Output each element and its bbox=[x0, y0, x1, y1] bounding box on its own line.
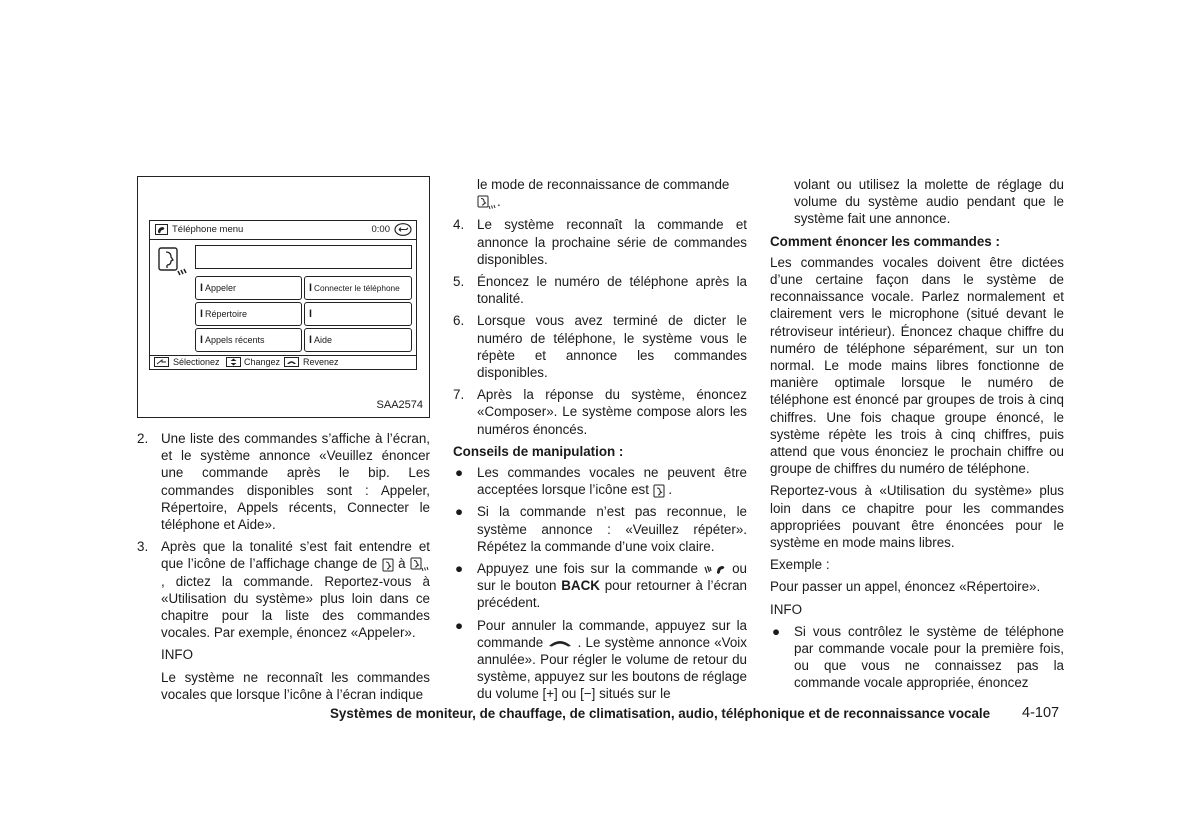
page-footer-title: Systèmes de moniteur, de chauffage, de climatisation, audio, téléphonique et de reconnaissance vocale bbox=[330, 706, 991, 721]
list-item bbox=[453, 312, 747, 381]
bullet-text: Appuyez une fois sur la commande bbox=[477, 561, 698, 577]
info-text: Le système ne reconnaît les commandes vocales que lorsque l’icône à l’écran indique bbox=[161, 669, 430, 702]
footer-select-label: Sélectionez bbox=[173, 357, 220, 367]
list-item bbox=[137, 430, 430, 533]
button-label: Répertoire bbox=[204, 309, 248, 319]
page-number: 4-107 bbox=[1022, 705, 1060, 721]
list-item bbox=[453, 216, 747, 268]
voice-command-icon: ꟾ bbox=[309, 336, 312, 345]
voice-recognition-icon bbox=[158, 247, 188, 279]
item-number: 5. bbox=[453, 274, 465, 290]
voice-command-appeler-button[interactable] bbox=[195, 276, 302, 300]
back-button-icon bbox=[284, 357, 299, 367]
button-label: Connecter le téléphone bbox=[313, 283, 400, 293]
paragraph: Pour passer un appel, énoncez «Répertoire». bbox=[770, 579, 1041, 595]
item-text: Une liste des commandes s’affiche à l’écran, et le système annonce «Veuillez énoncer une commande après le bip. Les commandes disponibles sont : Appeler, Répertoire, Appels récents, Connecter le téléphone et Aide». bbox=[161, 431, 430, 533]
voice-command-appels-recents-button[interactable] bbox=[195, 328, 302, 352]
bullet-item bbox=[453, 560, 747, 612]
bullet-text: Pour annuler la commande, appuyez sur la commande bbox=[477, 617, 747, 650]
item-number: 7. bbox=[453, 387, 465, 403]
bullet-icon: ● bbox=[772, 623, 781, 639]
voice-input-icon bbox=[382, 558, 394, 572]
item-number: 2. bbox=[137, 431, 149, 446]
bullet-item bbox=[770, 623, 1064, 692]
bullet-item bbox=[453, 503, 747, 555]
screen-footer-bar bbox=[150, 355, 416, 369]
paragraph: Reportez-vous à «Utilisation du système» plus loin dans ce chapitre pour les commandes appropriées pouvant être énoncées pour le système en mode mains libres. bbox=[770, 483, 1064, 551]
bullet-text: ou sur le bouton bbox=[477, 561, 747, 594]
bullet-item bbox=[453, 464, 747, 498]
up-down-arrows-icon bbox=[226, 357, 241, 367]
phone-icon bbox=[155, 224, 168, 235]
screen-time: 0:00 bbox=[371, 224, 390, 235]
item-text: Lorsque vous avez terminé de dicter le numéro de téléphone, le système vous le répète et annonce les commandes disponibles. bbox=[477, 313, 747, 381]
item-number: 3. bbox=[137, 539, 149, 555]
figure-code: SAA2574 bbox=[376, 398, 423, 411]
paragraph: Les commandes vocales doivent être dictées d’une certaine façon dans le système de reconnaissance vocale. Parlez normalement et clairement vers le microphone (situé devant le rétroviseur intérieur). Énoncez chaque chiffre du numéro de téléphone séparément, sur un ton normal. Le mode mains libres fonctionne de manière optimale lorsque le numéro de téléphone est énoncé par groupes de trois à cinq chiffres. Une fois chaque groupe énoncé, le système répète les trois à cinq chiffres, puis attend que vous énonciez le prochain chiffre ou groupe de chiffres du numéro de téléphone. bbox=[770, 254, 1064, 477]
bullet-text: Si la commande n’est pas reconnue, le système annonce : «Veuillez répéter». Répétez la commande d’une voix claire. bbox=[477, 504, 747, 554]
footer-change-label: Changez bbox=[244, 357, 281, 367]
info-label: INFO bbox=[770, 601, 802, 617]
continued-text: volant ou utilisez la molette de réglage du volume du système audio pendant que le système fait une annonce. bbox=[794, 177, 1064, 227]
bullet-icon: ● bbox=[455, 561, 464, 577]
bullet-icon: ● bbox=[455, 465, 464, 481]
list-item bbox=[453, 273, 747, 307]
item-text: à bbox=[398, 556, 406, 572]
continued-text-line: le mode de reconnaissance de commande bbox=[477, 177, 730, 192]
phone-menu-screen bbox=[149, 220, 417, 370]
voice-command-connecter-button[interactable] bbox=[304, 276, 412, 300]
continued-text bbox=[453, 176, 747, 210]
item-number: 6. bbox=[453, 313, 465, 329]
bullet-item bbox=[453, 617, 747, 703]
back-arrow-icon[interactable] bbox=[394, 223, 412, 236]
voice-input-icon bbox=[653, 484, 665, 498]
hang-up-icon bbox=[547, 638, 573, 648]
screen-title: Téléphone menu bbox=[172, 224, 244, 235]
bullet-text: . Le système annonce «Voix annulée». Pour régler le volume de retour du système, appuyez sur les boutons de réglage du volume [+] ou [−] situés sur le bbox=[477, 634, 747, 702]
voice-command-icon: ꟾ bbox=[309, 284, 312, 293]
bullet-icon: ● bbox=[455, 617, 464, 633]
select-icon bbox=[154, 357, 169, 367]
list-item bbox=[137, 538, 430, 641]
voice-command-repertoire-button[interactable] bbox=[195, 302, 302, 326]
voice-input-display bbox=[195, 245, 412, 269]
button-label: Appeler bbox=[204, 283, 237, 293]
item-text: , dictez la commande. Reportez-vous à «Utilisation du système» plus loin dans ce chapitre pour la liste des commandes vocales. Par exemple, énoncez «Appeler». bbox=[161, 573, 430, 641]
bullet-text: Les commandes vocales ne peuvent être acceptées lorsque l’icône est bbox=[477, 465, 747, 498]
bullet-icon: ● bbox=[455, 504, 464, 520]
voice-recognition-icon bbox=[477, 195, 497, 210]
bullet-text: pour retourner à l’écran précédent. bbox=[477, 578, 747, 611]
info-label: INFO bbox=[161, 647, 193, 663]
list-item bbox=[453, 386, 747, 438]
footer-back-label: Revenez bbox=[303, 357, 339, 367]
column-left bbox=[137, 176, 430, 708]
voice-recognition-icon bbox=[410, 557, 430, 572]
section-heading: Comment énoncer les commandes : bbox=[770, 233, 1000, 249]
screen-title-bar bbox=[150, 221, 416, 240]
item-number: 4. bbox=[453, 217, 465, 233]
column-middle bbox=[453, 176, 747, 708]
voice-command-aide-button[interactable] bbox=[304, 328, 412, 352]
bullet-text: Si vous contrôlez le système de téléphone par commande vocale pour la première fois, ou que vous ne connaissez pas la commande vocale appropriée, énoncez bbox=[794, 623, 1064, 691]
item-text: Énoncez le numéro de téléphone après la tonalité. bbox=[477, 274, 747, 307]
voice-command-icon: ꟾ bbox=[200, 284, 203, 293]
button-label: Appels récents bbox=[204, 335, 265, 345]
column-right bbox=[770, 176, 1064, 697]
continued-text-end: . bbox=[497, 194, 501, 210]
item-text: Après la réponse du système, énoncez «Composer». Le système compose alors les numéros énoncés. bbox=[477, 387, 747, 437]
item-text: Après que la tonalité s’est fait entendre et que l’icône de l’affichage change de bbox=[161, 539, 430, 572]
voice-command-icon: ꟾ bbox=[200, 336, 203, 345]
button-label: Aide bbox=[313, 335, 332, 345]
back-button-label: BACK bbox=[561, 578, 600, 594]
phone-menu-figure bbox=[137, 176, 430, 418]
paragraph: Exemple : bbox=[770, 557, 830, 573]
talk-phone-icon bbox=[704, 563, 726, 576]
bullet-text: . bbox=[668, 482, 673, 498]
item-text: Le système reconnaît la commande et annonce la prochaine série de commandes disponibles. bbox=[477, 217, 747, 267]
voice-command-icon: ꟾ bbox=[200, 310, 203, 319]
section-heading: Conseils de manipulation : bbox=[453, 443, 624, 459]
voice-command-icon: ꟾ bbox=[309, 310, 312, 319]
voice-command-empty-button[interactable] bbox=[304, 302, 412, 326]
